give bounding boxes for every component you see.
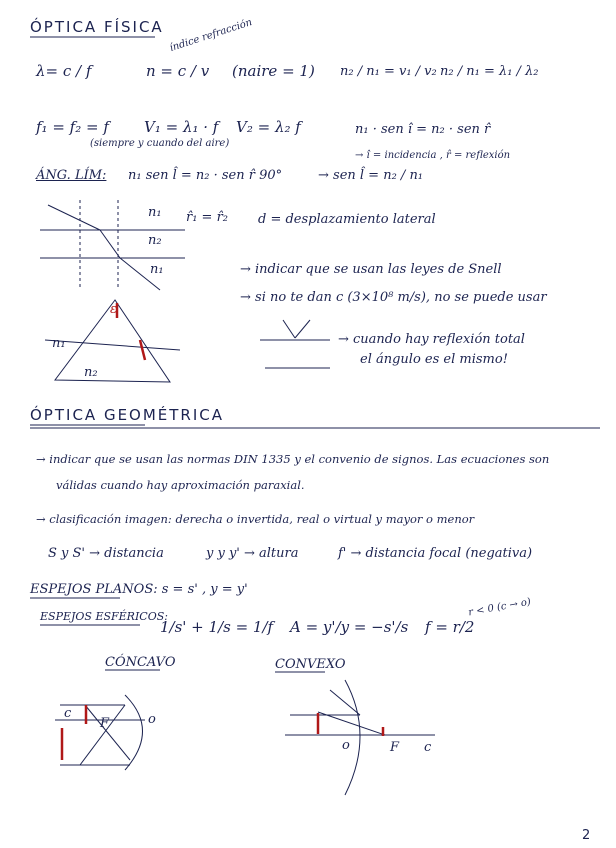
espejos-planos: ESPEJOS PLANOS: s = s' , y = y' xyxy=(30,582,248,597)
convex-c: c xyxy=(424,740,432,755)
diagram-d-desc: d = desplazamiento lateral xyxy=(258,212,436,227)
geo-f-def: f' → distancia focal (negativa) xyxy=(338,546,533,561)
page-number: 2 xyxy=(582,828,591,843)
ray-line xyxy=(85,705,130,760)
concave-c: c xyxy=(64,706,72,721)
aumento-formula: A = y'/y = −s'/s xyxy=(290,618,409,636)
concavo-label: CÓNCAVO xyxy=(105,655,176,670)
ray-line xyxy=(283,320,295,338)
annotation-indice: índice refracción xyxy=(168,16,254,55)
concave-f: F xyxy=(100,716,110,731)
prism-n2: n₂ xyxy=(84,365,98,380)
note-snell: → indicar que se usan las leyes de Snell xyxy=(240,262,502,277)
note-c: → si no te dan c (3×10⁸ m/s), no se puede usar xyxy=(240,290,547,305)
esfericos-formula: 1/s' + 1/s = 1/f xyxy=(160,618,274,636)
note-reflexion: → cuando hay reflexión total xyxy=(338,332,525,347)
formula-ratio-v: n₂ / n₁ = v₁ / v₂ xyxy=(340,64,437,79)
formula-freq: f₁ = f₂ = f xyxy=(36,118,109,136)
ray-line xyxy=(295,320,310,338)
diagram-n1b: n₁ xyxy=(150,262,164,277)
formula-naire: (naire = 1) xyxy=(232,62,315,80)
geo-y-def: y y y' → altura xyxy=(206,546,299,561)
formula-lambda: λ= c / f xyxy=(36,62,92,80)
formula-ratio-l: n₂ / n₁ = λ₁ / λ₂ xyxy=(440,64,539,79)
ray-line xyxy=(330,690,360,715)
focal-note: r < 0 (c → o) xyxy=(467,596,532,619)
formula-v1: V₁ = λ₁ · f xyxy=(144,118,219,136)
ang-lim-label: ÁNG. LÍM: xyxy=(36,168,107,183)
geo-s-def: S y S' → distancia xyxy=(48,546,164,561)
diagram-n1: n₁ xyxy=(148,205,162,220)
formula-n: n = c / v xyxy=(146,62,210,80)
focal-formula: f = r/2 xyxy=(425,618,475,636)
geo-line1: → indicar que se usan las normas DIN 1335 y el convenio de signos. Las ecuaciones son xyxy=(36,452,550,466)
convex-f: F xyxy=(390,740,400,755)
ray-line xyxy=(48,205,100,230)
ang-lim-formula: n₁ sen l̂ = n₂ · sen r̂ 90° xyxy=(128,168,283,183)
section-title-geometrica: ÓPTICA GEOMÉTRICA xyxy=(30,406,225,424)
ang-lim-result: → sen l̂ = n₂ / n₁ xyxy=(318,168,424,183)
prism-epsilon: ε xyxy=(110,302,117,317)
geo-line3: → clasificación imagen: derecha o invertida, real o virtual y mayor o menor xyxy=(36,512,475,526)
note-angulo: el ángulo es el mismo! xyxy=(360,352,508,367)
diagram-r-equal: r̂₁ = r̂₂ xyxy=(186,210,229,225)
convexo-label: CONVEXO xyxy=(275,657,346,672)
concave-o: o xyxy=(148,712,156,727)
ray-line xyxy=(100,230,120,258)
diagram-n2: n₂ xyxy=(148,233,162,248)
section-title-fisica: ÓPTICA FÍSICA xyxy=(30,18,164,36)
annotation-freq: (siempre y cuando del aire) xyxy=(90,138,230,149)
espejos-esfericos-label: ESPEJOS ESFÉRICOS: xyxy=(40,610,168,623)
concave-mirror xyxy=(125,695,143,770)
formula-v2: V₂ = λ₂ f xyxy=(236,118,301,136)
formula-snell: n₁ · sen î = n₂ · sen r̂ xyxy=(355,122,491,137)
prism-n1: n₁ xyxy=(52,336,66,351)
geo-line2: válidas cuando hay aproximación paraxial. xyxy=(56,478,305,492)
convex-o: o xyxy=(342,738,350,753)
snell-note: → î = incidencia , r̂ = reflexión xyxy=(355,150,511,161)
